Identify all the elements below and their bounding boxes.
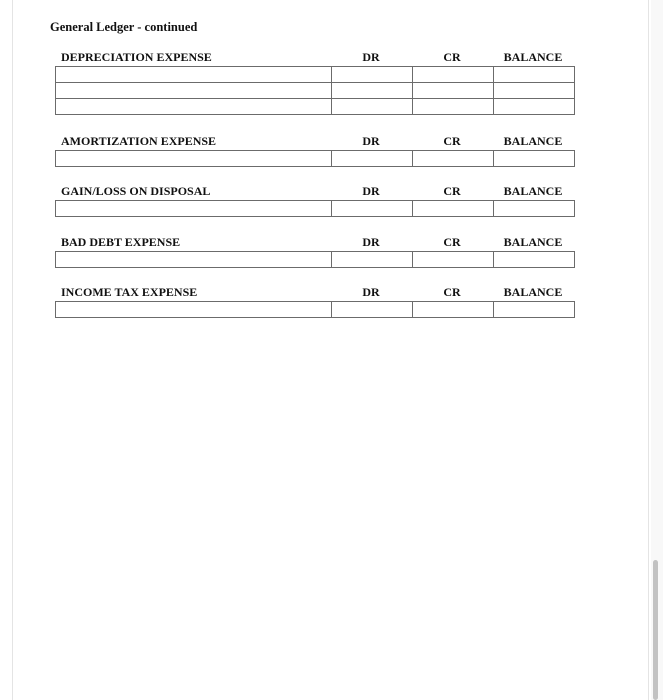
dr-cell[interactable]: [332, 67, 413, 83]
dr-cell[interactable]: [332, 151, 413, 167]
column-dr-label: DR: [362, 184, 380, 198]
column-dr-label: DR: [362, 134, 380, 148]
ledger-row: [56, 302, 575, 318]
dr-cell[interactable]: [332, 252, 413, 268]
account-name: BAD DEBT EXPENSE: [61, 235, 181, 249]
column-balance-label: BALANCE: [503, 134, 563, 148]
description-cell[interactable]: [56, 67, 332, 83]
ledger-header: [55, 184, 575, 200]
scrollbar-thumb[interactable]: [653, 560, 658, 700]
ledger-row: [56, 83, 575, 99]
cr-cell[interactable]: [413, 99, 494, 115]
ledger-header: [55, 235, 575, 251]
ledger-grid: [55, 150, 575, 167]
balance-cell[interactable]: [494, 252, 575, 268]
column-balance-label: BALANCE: [503, 50, 563, 64]
dr-cell[interactable]: [332, 83, 413, 99]
ledger-grid: [55, 66, 575, 115]
dr-cell[interactable]: [332, 99, 413, 115]
column-balance-label: BALANCE: [503, 235, 563, 249]
ledger-grid: [55, 200, 575, 217]
column-balance-label: BALANCE: [503, 184, 563, 198]
ledger-header: [55, 50, 575, 66]
ledger-income-tax-expense: [55, 285, 575, 318]
balance-cell[interactable]: [494, 67, 575, 83]
account-name: AMORTIZATION EXPENSE: [61, 134, 217, 148]
cr-cell[interactable]: [413, 201, 494, 217]
ledger-amortization-expense: [55, 134, 575, 167]
ledger-row: [56, 67, 575, 83]
ledger-grid: [55, 251, 575, 268]
column-dr-label: DR: [362, 50, 380, 64]
balance-cell[interactable]: [494, 83, 575, 99]
ledger-grid: [55, 301, 575, 318]
column-balance-label: BALANCE: [503, 285, 563, 299]
balance-cell[interactable]: [494, 99, 575, 115]
column-cr-label: CR: [443, 50, 461, 64]
description-cell[interactable]: [56, 302, 332, 318]
description-cell[interactable]: [56, 83, 332, 99]
description-cell[interactable]: [56, 151, 332, 167]
description-cell[interactable]: [56, 99, 332, 115]
ledger-header: [55, 134, 575, 150]
dr-cell[interactable]: [332, 201, 413, 217]
column-cr-label: CR: [443, 134, 461, 148]
ledger-row: [56, 201, 575, 217]
account-name: DEPRECIATION EXPENSE: [61, 50, 212, 64]
column-cr-label: CR: [443, 184, 461, 198]
ledger-row: [56, 99, 575, 115]
column-dr-label: DR: [362, 235, 380, 249]
ledger-gain-loss-on-disposal: [55, 184, 575, 217]
ledger-row: [56, 151, 575, 167]
description-cell[interactable]: [56, 252, 332, 268]
cr-cell[interactable]: [413, 83, 494, 99]
description-cell[interactable]: [56, 201, 332, 217]
account-name: GAIN/LOSS ON DISPOSAL: [61, 184, 211, 198]
column-cr-label: CR: [443, 285, 461, 299]
page-title: General Ledger - continued: [50, 20, 198, 34]
cr-cell[interactable]: [413, 302, 494, 318]
balance-cell[interactable]: [494, 302, 575, 318]
dr-cell[interactable]: [332, 302, 413, 318]
balance-cell[interactable]: [494, 201, 575, 217]
ledger-header: [55, 285, 575, 301]
balance-cell[interactable]: [494, 151, 575, 167]
ledger-bad-debt-expense: [55, 235, 575, 268]
column-dr-label: DR: [362, 285, 380, 299]
cr-cell[interactable]: [413, 151, 494, 167]
ledger-row: [56, 252, 575, 268]
cr-cell[interactable]: [413, 67, 494, 83]
ledger-depreciation-expense: [55, 50, 575, 115]
page-edge-right: [648, 0, 649, 700]
account-name: INCOME TAX EXPENSE: [61, 285, 198, 299]
cr-cell[interactable]: [413, 252, 494, 268]
column-cr-label: CR: [443, 235, 461, 249]
page-edge-left: [12, 0, 13, 700]
